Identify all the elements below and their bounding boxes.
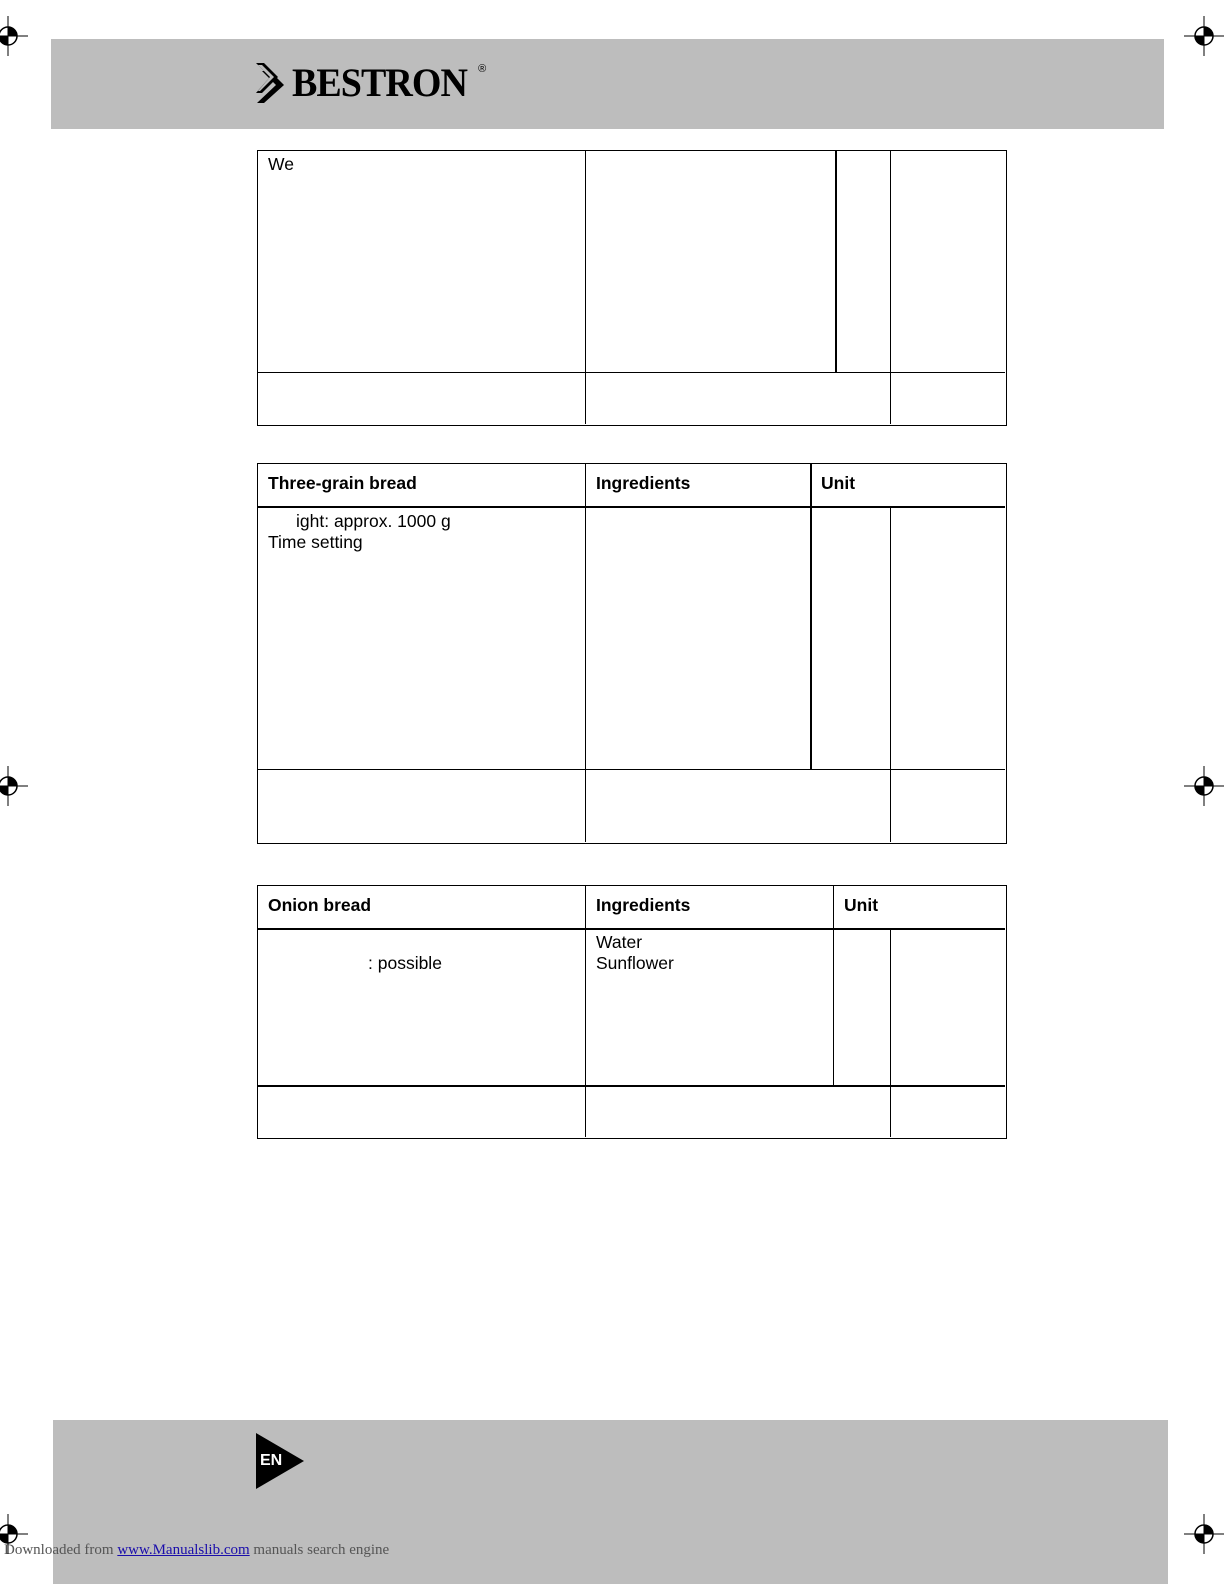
registration-mark-icon	[1184, 1514, 1224, 1554]
download-footer	[4, 1542, 389, 1559]
registration-mark-icon	[0, 16, 28, 56]
registration-mark-icon	[1184, 766, 1224, 806]
possible-text: : possible	[368, 953, 442, 973]
unit-header: Unit	[844, 895, 879, 915]
recipe-table-three-grain	[257, 463, 1007, 844]
footer-band	[53, 1420, 1168, 1584]
registration-mark-icon	[0, 1514, 28, 1554]
ingredient-water: Water	[596, 932, 643, 952]
bestron-logo	[256, 61, 486, 103]
manualslib-link[interactable]: www.Manualslib.com	[117, 1542, 250, 1558]
unit-header: Unit	[821, 473, 856, 493]
ingredient-sunflower: Sunflower	[596, 953, 674, 973]
header-band	[51, 39, 1164, 129]
registration-mark-icon	[1184, 16, 1224, 56]
downloaded-prefix: Downloaded from	[4, 1542, 118, 1558]
ingredients-header: Ingredients	[596, 895, 691, 915]
recipe-title: Onion bread	[268, 895, 372, 915]
logo-text: BESTRON	[292, 60, 467, 105]
registration-mark-icon	[0, 766, 28, 806]
language-label: EN	[260, 1452, 283, 1469]
time-setting-label: Time setting	[268, 532, 363, 552]
logo-chevrons-icon	[256, 63, 290, 103]
recipe-title: Three-grain bread	[268, 473, 417, 493]
weight-text: ight: approx. 1000 g	[296, 511, 451, 531]
registered-mark: ®	[478, 63, 487, 75]
weight-label: We	[268, 154, 294, 174]
recipe-table-onion	[257, 885, 1007, 1139]
recipe-table-1	[257, 150, 1007, 426]
footer-suffix: manuals search engine	[249, 1542, 390, 1558]
ingredients-header: Ingredients	[596, 473, 691, 493]
language-badge	[256, 1433, 306, 1489]
